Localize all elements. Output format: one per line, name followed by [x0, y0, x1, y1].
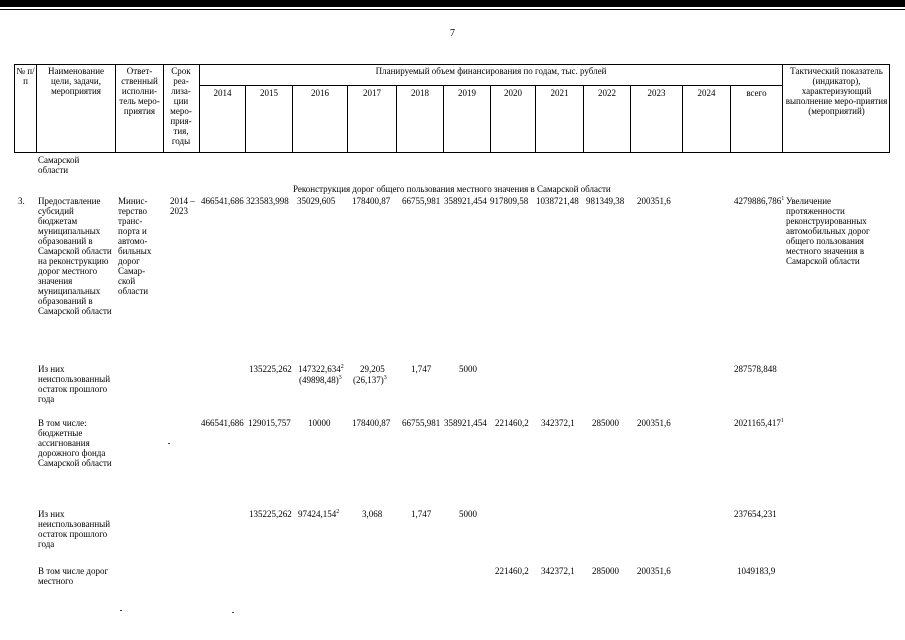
row5-total: 1049183,9: [737, 566, 776, 576]
row1-2017: 178400,87: [352, 196, 391, 206]
vline: [115, 64, 116, 153]
row2-total: 287578,848: [734, 364, 777, 374]
row1-term: 2014 – 2023: [170, 196, 195, 216]
row4-2019: 5000: [459, 509, 477, 519]
row2-2017b-footnote: 3: [383, 375, 387, 381]
row4-name: Из них неиспользованный остаток прошлого года: [38, 509, 111, 549]
vline: [782, 64, 783, 153]
vline: [889, 64, 890, 153]
header-bottom-line: [14, 152, 890, 153]
row4-2016: 97424,154$^2$: [298, 509, 340, 519]
row3-2019: 358921,454: [444, 418, 487, 428]
row3-2020: 221460,2: [495, 418, 529, 428]
row1-2022: 981349,38: [586, 196, 625, 206]
row3-2022: 285000: [592, 418, 619, 428]
header-plan: Планируемый объем финансирования по годам, тыс. рублей: [375, 66, 607, 76]
vline: [36, 64, 37, 153]
row3-2017: 178400,87: [352, 418, 391, 428]
row2-2015: 135225,262: [249, 364, 292, 374]
row3-2015: 129015,757: [248, 418, 291, 428]
header-responsible: Ответ-ственный исполни-тель меро-приятия: [119, 66, 160, 116]
row1-2014: 466541,686: [201, 196, 244, 206]
header-term: Срок реа-лиза-ции меро-прия-тия, годы: [170, 66, 192, 146]
row2-2016-footnote: 2: [340, 364, 344, 370]
row2-2016: 147322,634$^2$: [298, 364, 344, 374]
year-2019: 2019: [458, 88, 476, 98]
row1-2021: 1038721,48: [536, 196, 579, 206]
row1-total-footnote: 1: [781, 196, 785, 202]
row1-2020: 917809,58: [490, 196, 529, 206]
row2-2017b: $(26,137)^3$: [353, 375, 387, 385]
row1-name: Предоставление субсидий бюджетам муниципальных образований в Самарской области на реконструкцию дорог местного значения муниципальных образований в Самарской области: [38, 196, 112, 316]
row3-2018: 66755,981: [402, 418, 441, 428]
year-2023: 2023: [647, 88, 666, 98]
row1-2018: 66755,981: [402, 196, 441, 206]
year-2018: 2018: [411, 88, 429, 98]
year-2024: 2024: [697, 88, 716, 98]
header-name: Наименование цели, задачи, мероприятия: [47, 66, 105, 96]
row2-2019: 5000: [459, 364, 477, 374]
row1-2015: 323583,998: [246, 196, 289, 206]
carry-name: Самарской области: [38, 155, 80, 175]
row4-2018: 1,747: [411, 509, 432, 519]
row5-2020: 221460,2: [495, 566, 529, 576]
row4-2016-footnote: 2: [336, 509, 340, 515]
row3-total: 2021165,417$^1$: [734, 418, 784, 428]
row1-2023: 200351,6: [637, 196, 671, 206]
row2-name: Из них неиспользованный остаток прошлого года: [38, 364, 111, 404]
row5-2023: 200351,6: [637, 566, 671, 576]
year-2021: 2021: [550, 88, 569, 98]
scan-dot: [120, 610, 122, 611]
year-2017: 2017: [363, 88, 381, 98]
row2-2016b: $(49898,48)^3$: [299, 375, 342, 385]
row4-total: 237654,231: [734, 509, 777, 519]
row3-2023: 200351,6: [637, 418, 671, 428]
row2-2017: 29,205: [360, 364, 385, 374]
row1-2019: 358921,454: [444, 196, 487, 206]
top-border: [0, 0, 905, 7]
row3-name: В том числе: бюджетные ассигнования дорожного фонда Самарской области: [38, 418, 112, 468]
scan-dot: [168, 443, 170, 444]
section-title: Реконструкция дорог общего пользования местного значения в Самарской области: [293, 184, 611, 194]
year-2016: 2016: [311, 88, 329, 98]
header-top-line: [14, 64, 890, 65]
row1-indicator: Увеличение протяженности реконструированных автомобильных дорог общего пользования местного значения в Самарской области: [786, 196, 870, 266]
row3-2016: 10000: [308, 418, 331, 428]
top-border-thin: [0, 9, 905, 10]
year-2014: 2014: [213, 88, 232, 98]
header-num: № п/п: [16, 66, 35, 86]
row1-2016: 35029,605: [297, 196, 336, 206]
header-indicator: Тактический показатель (индикатор), характеризующий выполнение меро-приятия (мероприятий): [785, 66, 888, 116]
scan-dot: [232, 612, 234, 613]
row3-2014: 466541,686: [201, 418, 244, 428]
row1-num: 3.: [18, 196, 25, 206]
row5-name: В том числе дорог местного: [38, 566, 109, 586]
vline: [199, 64, 200, 153]
row2-2016b-footnote: 3: [338, 375, 342, 381]
row1-responsible: Минис-терство транс-порта и автомо-бильных дорог Самар-ской области: [118, 196, 152, 296]
row3-total-footnote: 1: [780, 418, 784, 424]
year-2022: 2022: [598, 88, 616, 98]
year-2020: 2020: [504, 88, 522, 98]
row2-2018: 1,747: [411, 364, 432, 374]
year-total: всего: [746, 88, 767, 98]
row4-2015: 135225,262: [249, 509, 292, 519]
page-number: 7: [450, 28, 455, 39]
row5-2021: 342372,1: [541, 566, 575, 576]
row3-2021: 342372,1: [541, 418, 575, 428]
row1-total: 4279886,786$^1$: [734, 196, 785, 206]
row5-2022: 285000: [592, 566, 619, 576]
row4-2017: 3,068: [362, 509, 383, 519]
year-2015: 2015: [260, 88, 278, 98]
